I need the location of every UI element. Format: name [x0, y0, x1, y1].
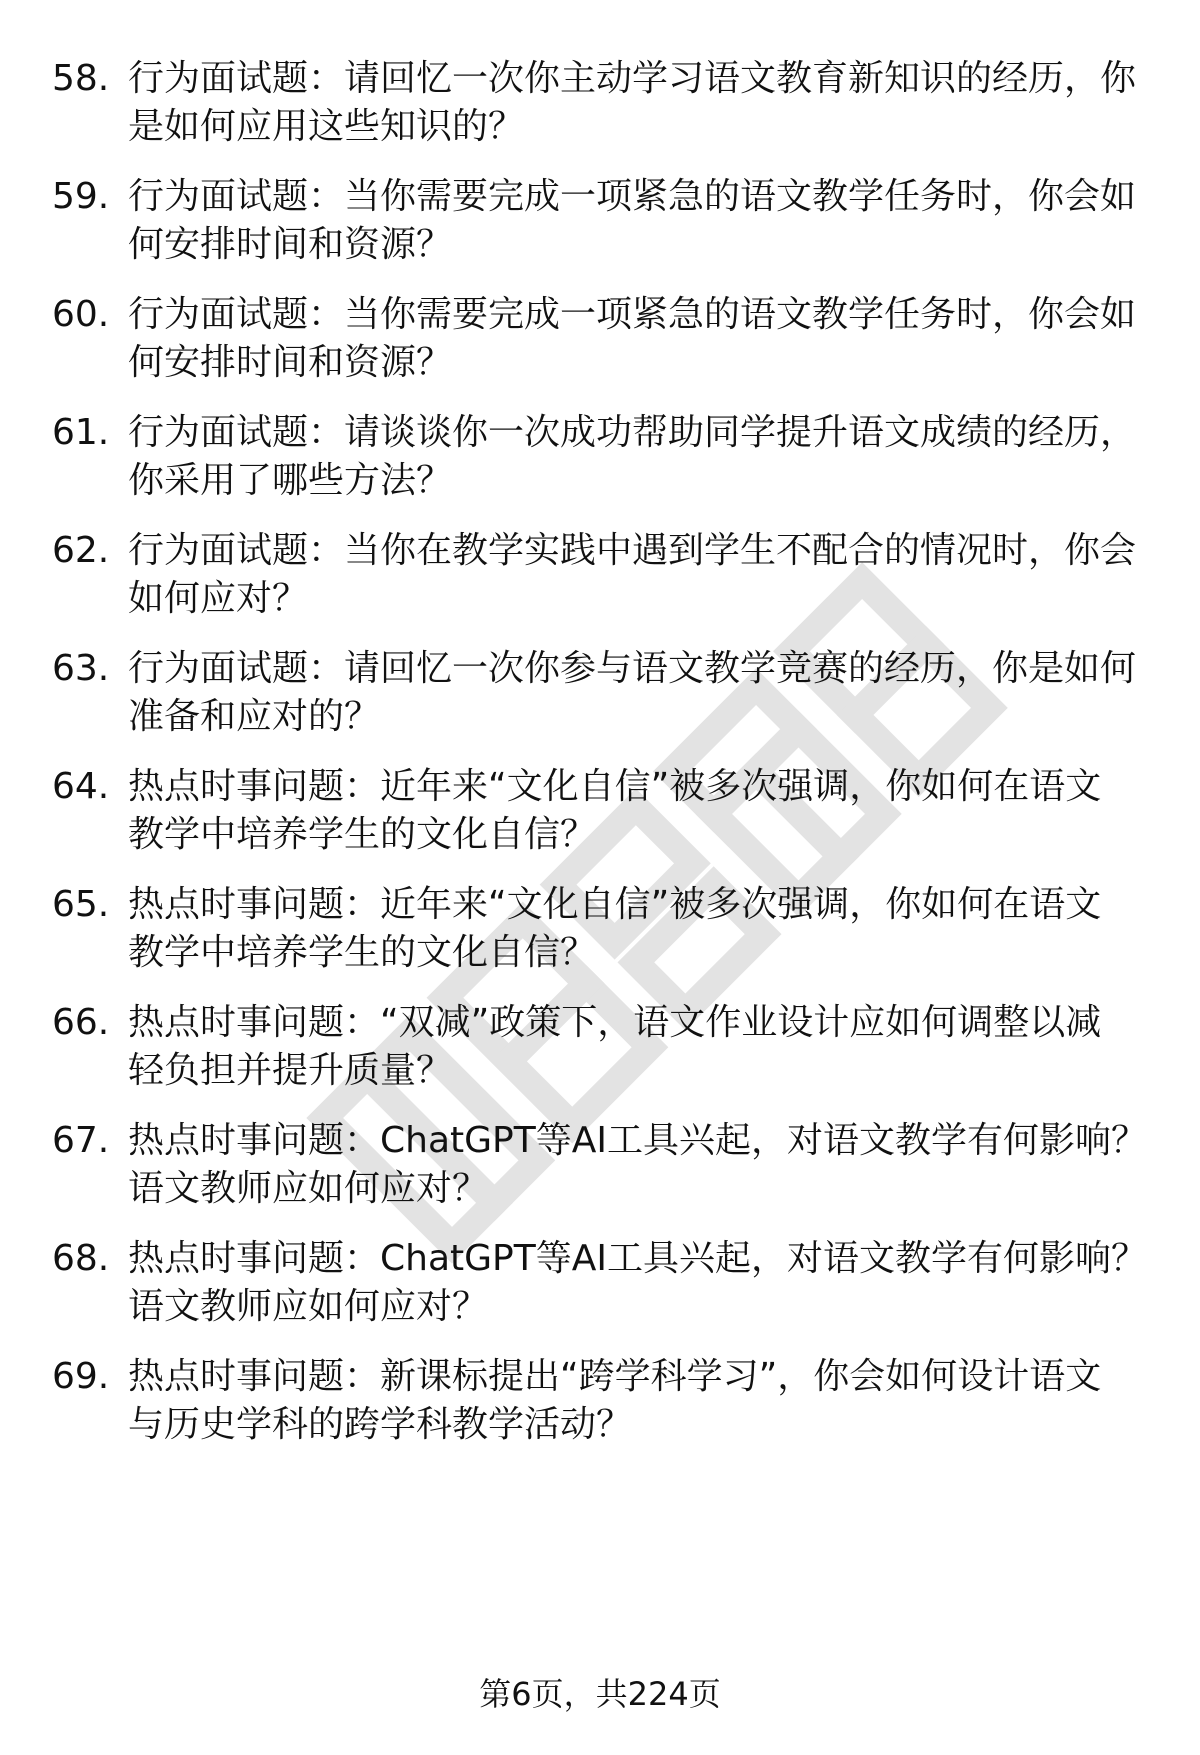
question-line: 行为面试题：请回忆一次你主动学习语文教育新知识的经历，你 [128, 58, 1137, 99]
question-text [128, 1117, 1148, 1213]
question-text [128, 763, 1148, 859]
question-line: 热点时事问题：ChatGPT等AI工具兴起，对语文教学有何影响？ [128, 1120, 1147, 1161]
question-text [128, 527, 1148, 623]
question-number: 69. [52, 1356, 110, 1397]
question-text [128, 1353, 1148, 1449]
question-number: 59. [52, 176, 110, 217]
question-line: 热点时事问题：近年来“文化自信”被多次强调，你如何在语文 [128, 884, 1102, 925]
question-line: 准备和应对的？ [128, 696, 381, 737]
question-line: 行为面试题：当你需要完成一项紧急的语文教学任务时，你会如 [128, 176, 1137, 217]
question-line: 热点时事问题：新课标提出“跨学科学习”，你会如何设计语文 [128, 1356, 1102, 1397]
question-number: 61. [52, 412, 110, 453]
question-text [128, 999, 1148, 1095]
question-line: 热点时事问题：“双减”政策下，语文作业设计应如何调整以减 [128, 1002, 1102, 1043]
question-text [128, 1235, 1148, 1331]
question-line: 热点时事问题：近年来“文化自信”被多次强调，你如何在语文 [128, 766, 1102, 807]
question-line: 何安排时间和资源？ [128, 342, 453, 383]
page-number-footer: 第6页，共224页 [479, 1675, 721, 1713]
question-line: 教学中培养学生的文化自信？ [128, 932, 597, 973]
question-number: 66. [52, 1002, 110, 1043]
question-text [128, 55, 1148, 151]
question-line: 与历史学科的跨学科教学活动？ [128, 1404, 633, 1445]
question-number: 63. [52, 648, 110, 689]
question-number: 58. [52, 58, 110, 99]
question-line: 如何应对？ [128, 578, 309, 619]
question-line: 语文教师应如何应对？ [128, 1168, 489, 1209]
question-number: 60. [52, 294, 110, 335]
question-text [128, 881, 1148, 977]
question-line: 何安排时间和资源？ [128, 224, 453, 265]
question-line: 语文教师应如何应对？ [128, 1286, 489, 1327]
question-text [128, 409, 1148, 505]
question-line: 行为面试题：当你在教学实践中遇到学生不配合的情况时，你会 [128, 530, 1137, 571]
question-number: 68. [52, 1238, 110, 1279]
question-line: 是如何应用这些知识的？ [128, 106, 525, 147]
question-text [128, 173, 1148, 269]
question-line: 热点时事问题：ChatGPT等AI工具兴起，对语文教学有何影响？ [128, 1238, 1147, 1279]
question-number: 64. [52, 766, 110, 807]
question-line: 行为面试题：请回忆一次你参与语文教学竞赛的经历，你是如何 [128, 648, 1137, 689]
question-line: 你采用了哪些方法？ [128, 460, 453, 501]
question-line: 轻负担并提升质量？ [128, 1050, 453, 1091]
question-line: 行为面试题：当你需要完成一项紧急的语文教学任务时，你会如 [128, 294, 1137, 335]
question-number: 65. [52, 884, 110, 925]
question-text [128, 291, 1148, 387]
question-number: 62. [52, 530, 110, 571]
question-number: 67. [52, 1120, 110, 1161]
question-line: 行为面试题：请谈谈你一次成功帮助同学提升语文成绩的经历， [128, 412, 1137, 453]
question-line: 教学中培养学生的文化自信？ [128, 814, 597, 855]
question-text [128, 645, 1148, 741]
